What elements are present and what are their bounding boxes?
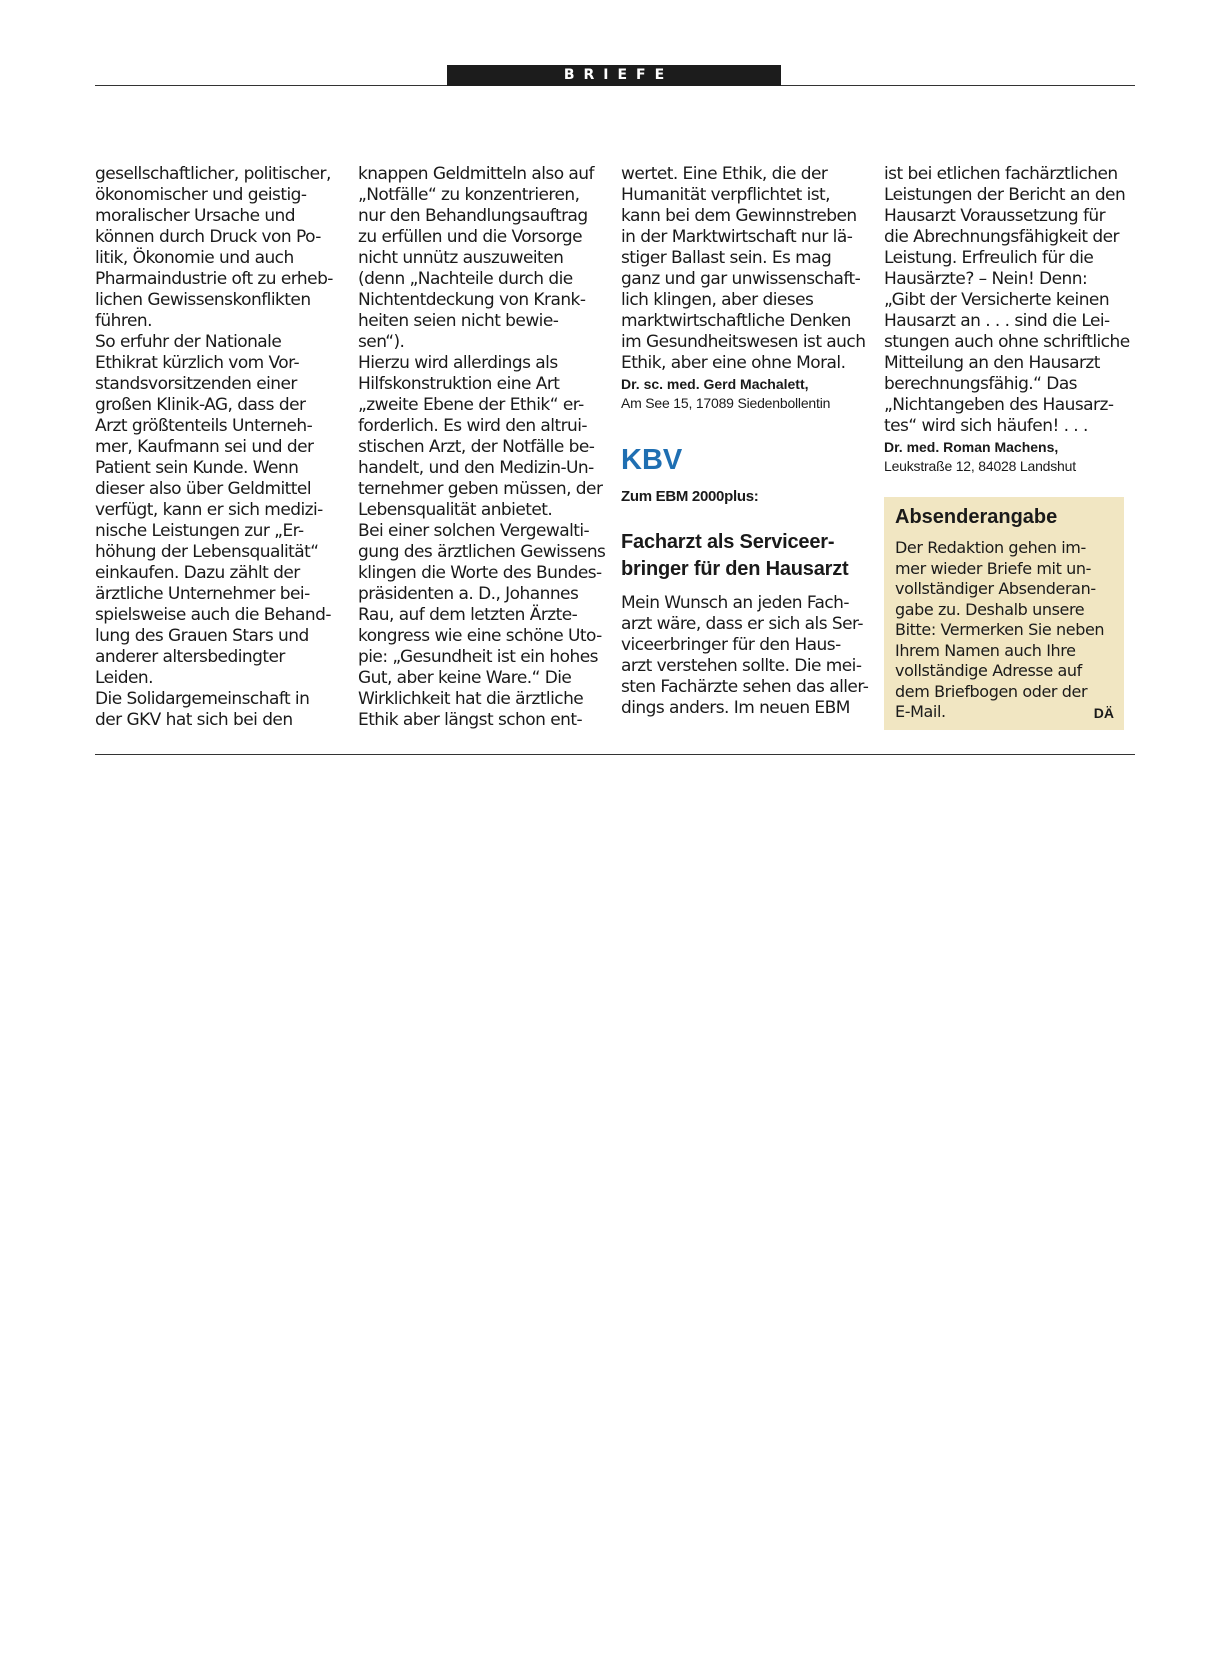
paragraph: [358, 521, 606, 731]
text-line: sen“).: [358, 332, 405, 352]
text-line: ist bei etlichen fachärztlichen: [884, 164, 1118, 184]
text-line: stiger Ballast sein. Es mag: [621, 248, 832, 268]
text-line: Hausarzt an . . . sind die Lei-: [884, 311, 1110, 331]
text-line: „Notfälle“ zu konzentrieren,: [358, 185, 580, 205]
text-line: präsidenten a. D., Johannes: [358, 584, 579, 604]
paragraph: [95, 332, 343, 689]
text-line: ärztliche Unternehmer bei-: [95, 584, 310, 604]
text-line: Ihrem Namen auch Ihre: [895, 640, 1076, 660]
text-line: ökonomischer und geistig-: [95, 185, 307, 205]
box-title: Absenderangabe: [895, 506, 1058, 528]
text-line: Ethik, aber eine ohne Moral.: [621, 353, 846, 373]
letter-author-address: Leukstraße 12, 84028 Landshut: [884, 458, 1076, 474]
text-line: verfügt, kann er sich medizi-: [95, 500, 323, 520]
text-line: E-Mail.: [895, 702, 946, 721]
text-line: dem Briefbogen oder der: [895, 681, 1088, 701]
letter-kicker: Zum EBM 2000plus:: [621, 488, 759, 505]
text-line: So erfuhr der Nationale: [95, 332, 282, 352]
text-line: Leistung. Erfreulich für die: [884, 248, 1094, 268]
text-line: dings anders. Im neuen EBM: [621, 698, 850, 718]
column-3: [621, 164, 869, 719]
text-line: berechnungsfähig.“ Das: [884, 374, 1077, 394]
footer-rule: [95, 754, 1135, 755]
section-label: BRIEFE: [447, 65, 781, 86]
text-line: Arzt größtenteils Unterneh-: [95, 416, 313, 436]
text-line: Humanität verpflichtet ist,: [621, 185, 831, 205]
text-line: nicht unnütz auszuweiten: [358, 248, 564, 268]
text-line: sten Fachärzte sehen das aller-: [621, 677, 869, 697]
text-line: gesellschaftlicher, politischer,: [95, 164, 331, 184]
text-line: Ethikrat kürzlich vom Vor-: [95, 353, 300, 373]
text-line: im Gesundheitswesen ist auch: [621, 332, 866, 352]
text-line: lung des Grauen Stars und: [95, 626, 309, 646]
text-line: einkaufen. Dazu zählt der: [95, 563, 300, 583]
text-line: lichen Gewissenskonflikten: [95, 290, 311, 310]
text-line: zu erfüllen und die Vorsorge: [358, 227, 583, 247]
text-line: stischen Arzt, der Notfälle be-: [358, 437, 595, 457]
text-line: heiten seien nicht bewie-: [358, 311, 559, 331]
letter-author-name: Dr. sc. med. Gerd Machalett,: [621, 376, 809, 392]
text-line: spielsweise auch die Behand-: [95, 605, 331, 625]
text-line: Wirklichkeit hat die ärztliche: [358, 689, 584, 709]
text-line: Mein Wunsch an jeden Fach-: [621, 593, 849, 613]
text-line: Rau, auf dem letzten Ärzte-: [358, 605, 578, 625]
column-1: [95, 164, 343, 731]
text-line: Gut, aber keine Ware.“ Die: [358, 668, 572, 688]
text-line: anderer altersbedingter: [95, 647, 285, 667]
sender-info-box: [884, 497, 1124, 730]
text-line: Bei einer solchen Vergewalti-: [358, 521, 590, 541]
text-line: Hilfskonstruktion eine Art: [358, 374, 560, 394]
text-line: Bitte: Vermerken Sie neben: [895, 620, 1105, 639]
letter-headline: [621, 529, 869, 583]
text-line: kongress wie eine schöne Uto-: [358, 626, 602, 646]
text-line: vollständiger Absenderan-: [895, 579, 1096, 598]
text-line: tes“ wird sich häufen! . . .: [884, 416, 1088, 436]
text-line: klingen die Worte des Bundes-: [358, 563, 602, 583]
text-line: Ethik aber längst schon ent-: [358, 710, 583, 730]
text-line: Facharzt als Serviceer-: [621, 531, 835, 553]
text-line: in der Marktwirtschaft nur lä-: [621, 227, 853, 247]
box-signature: DÄ: [1093, 705, 1114, 721]
text-line: mer wieder Briefe mit un-: [895, 558, 1091, 578]
text-line: moralischer Ursache und: [95, 206, 296, 226]
text-line: nur den Behandlungsauftrag: [358, 206, 588, 226]
paragraph: [358, 353, 606, 521]
paragraph: [95, 164, 343, 332]
text-line: Mitteilung an den Hausarzt: [884, 353, 1100, 373]
text-line: standsvorsitzenden einer: [95, 374, 297, 394]
text-line: führen.: [95, 311, 152, 331]
text-line: vollständige Adresse auf: [895, 661, 1082, 680]
text-line: forderlich. Es wird den altrui-: [358, 416, 588, 436]
text-line: ganz und gar unwissenschaft-: [621, 269, 861, 289]
text-line: Die Solidargemeinschaft in: [95, 689, 310, 709]
text-line: litik, Ökonomie und auch: [95, 248, 294, 268]
text-line: pie: „Gesundheit ist ein hohes: [358, 647, 598, 667]
text-line: „Nichtangeben des Hausarz-: [884, 395, 1114, 415]
text-line: Hierzu wird allerdings als: [358, 353, 558, 373]
paragraph: [358, 164, 606, 353]
text-line: kann bei dem Gewinnstreben: [621, 206, 857, 226]
text-line: arzt verstehen sollte. Die mei-: [621, 656, 862, 676]
text-line: die Abrechnungsfähigkeit der: [884, 227, 1119, 247]
text-line: lich klingen, aber dieses: [621, 290, 814, 310]
text-line: Leiden.: [95, 668, 153, 688]
text-line: handelt, und den Medizin-Un-: [358, 458, 594, 478]
text-line: arzt wäre, dass er sich als Ser-: [621, 614, 863, 634]
letter-author-name: Dr. med. Roman Machens,: [884, 439, 1059, 455]
text-line: knappen Geldmitteln also auf: [358, 164, 594, 184]
text-line: nische Leistungen zur „Er-: [95, 521, 304, 541]
text-line: großen Klinik-AG, dass der: [95, 395, 306, 415]
topic-heading: KBV: [621, 444, 683, 476]
paragraph: [621, 164, 869, 374]
text-line: können durch Druck von Po-: [95, 227, 321, 247]
text-line: Hausärzte? – Nein! Denn:: [884, 269, 1088, 289]
text-line: Pharmaindustrie oft zu erheb-: [95, 269, 333, 289]
text-line: der GKV hat sich bei den: [95, 710, 293, 730]
column-2: [358, 164, 606, 731]
paragraph: [884, 164, 1132, 437]
text-line: Leistungen der Bericht an den: [884, 185, 1126, 205]
letter-author-address: Am See 15, 17089 Siedenbollentin: [621, 395, 831, 411]
box-text: [895, 538, 1113, 723]
text-line: marktwirtschaftliche Denken: [621, 311, 851, 331]
paragraph: [621, 593, 869, 719]
text-line: viceerbringer für den Haus-: [621, 635, 841, 655]
text-line: mer, Kaufmann sei und der: [95, 437, 314, 457]
text-line: höhung der Lebensqualität“: [95, 542, 319, 562]
text-line: dieser also über Geldmittel: [95, 479, 311, 499]
text-line: ternehmer geben müssen, der: [358, 479, 603, 499]
text-line: „zweite Ebene der Ethik“ er-: [358, 395, 584, 415]
text-line: wertet. Eine Ethik, die der: [621, 164, 828, 184]
text-line: Hausarzt Voraussetzung für: [884, 206, 1106, 226]
text-line: bringer für den Hausarzt: [621, 558, 849, 580]
text-line: Lebensqualität anbietet.: [358, 500, 553, 520]
text-line: „Gibt der Versicherte keinen: [884, 290, 1110, 310]
text-line: gung des ärztlichen Gewissens: [358, 542, 606, 562]
text-line: Patient sein Kunde. Wenn: [95, 458, 299, 478]
text-line: stungen auch ohne schriftliche: [884, 332, 1130, 352]
text-line: (denn „Nachteile durch die: [358, 269, 573, 289]
text-line: Der Redaktion gehen im-: [895, 538, 1086, 557]
text-line: gabe zu. Deshalb unsere: [895, 599, 1085, 619]
paragraph: [95, 689, 343, 731]
text-line: Nichtentdeckung von Krank-: [358, 290, 586, 310]
column-4: [884, 164, 1132, 476]
